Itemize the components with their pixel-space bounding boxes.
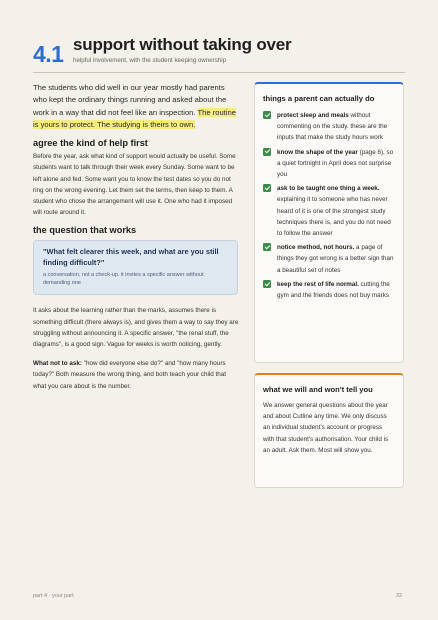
item-lead: notice method, not hours. (277, 244, 355, 252)
tell-card-body: We answer general questions about the year and about Cutline any time. We only discuss an individual student's account or progress with that student's authorisation. Your child is an adult. Ask them. Most will show you. (263, 402, 389, 454)
page-number: 22 (396, 593, 403, 599)
item-text: (page 6), so a quiet fortnight in April does not surprise you (277, 148, 394, 179)
check-icon (263, 148, 271, 156)
question-paragraph: It asks about the learning rather than the marks, assumes there is something difficult (there always is), and gives them a way to say they are struggling without announcing it. A specific answer, "the renal stuff, the diagrams", is a good sign. Vague for weeks is worth noticing, gently. (33, 307, 239, 349)
help-heading: agree the kind of help first (33, 138, 148, 149)
list-item (255, 242, 403, 276)
intro-text: The students who did well in our year mostly had parents who kept the ordinary things running and asked about the work in a way that did not feel like an inspection. (33, 83, 227, 117)
page-subtitle: helpful involvement, with the student keeping ownership (73, 57, 227, 64)
question-heading: the question that works (33, 225, 137, 236)
item-lead: keep the rest of life normal. (277, 280, 359, 288)
not-to-ask-text: "how did everyone else do?" and "how many hours today?" Both measure the wrong thing, and both teach your child that what you care about is the number. (33, 360, 227, 390)
quote-box (33, 240, 238, 295)
section-number: 4.1 (33, 41, 64, 67)
page-title: support without taking over (73, 35, 292, 54)
item-lead: protect sleep and meals (277, 112, 349, 119)
main-column (33, 82, 239, 392)
help-paragraph: Before the year, ask what kind of support would actually be useful. Some students want to talk through their week every Sunday. Some want to be left alone and fed. Some want you to know the test dates so you do not ring on the wrong evening. Let them set the terms, then keep to them. A student who chose the arrangement will use it. One who had it imposed will route around it. (33, 153, 236, 217)
item-lead: know the shape of the year (277, 148, 358, 156)
check-icon (263, 243, 271, 251)
section-header (33, 33, 405, 73)
check-icon (263, 184, 271, 192)
intro-highlight: The routine is yours to protect. The studying is theirs to own. (33, 107, 236, 129)
intro-paragraph (33, 82, 239, 131)
item-text: cutting the gym and the friends does not buy marks (277, 280, 390, 300)
list-item (255, 183, 403, 239)
tell-card-title: what we will and won't tell you (263, 385, 373, 394)
list-item (255, 279, 403, 301)
not-to-ask-lead: What not to ask: (33, 360, 82, 368)
item-text: a page of things they got wrong is a better sign than a beautiful set of notes (277, 244, 394, 274)
what-we-tell-card (254, 373, 404, 488)
check-icon (263, 111, 271, 119)
parent-actions-card (254, 82, 404, 363)
footer-section-label: part 4 · your part (33, 593, 74, 599)
quote-note: a conversation, not a check-up. it invites a specific answer without demanding one (43, 272, 204, 287)
item-lead: ask to be taught one thing a week. (277, 185, 380, 193)
quote-text: "What felt clearer this week, and what are you still finding difficult?" (43, 247, 219, 267)
not-to-ask-paragraph (33, 358, 239, 392)
list-item (255, 147, 403, 181)
list-item (255, 110, 403, 144)
parent-card-title: things a parent can actually do (263, 94, 375, 103)
item-text: without commenting on the study. these are the inputs that make the study hours work (277, 112, 388, 142)
check-icon (263, 280, 271, 288)
item-text: explaining it to someone who has never heard of it is one of the strongest study techniques there is, and you do not need to follow the answer (277, 196, 391, 238)
